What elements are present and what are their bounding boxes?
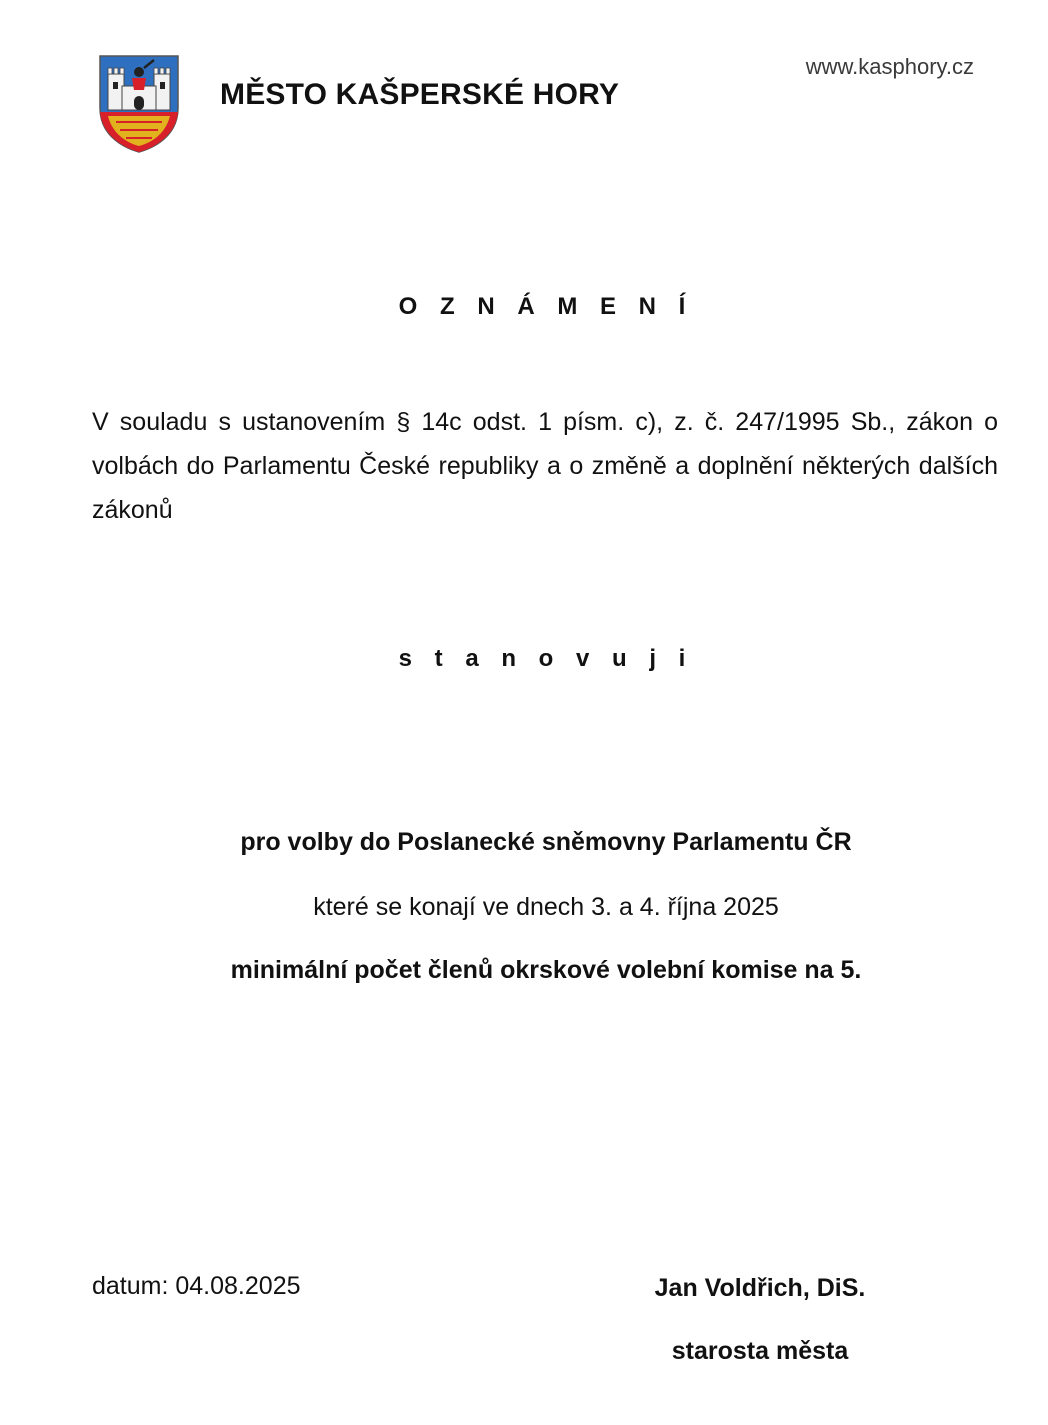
minimum-members-statement: minimální počet členů okrskové volební komise na 5. bbox=[230, 956, 862, 984]
town-name: MĚSTO KAŠPERSKÉ HORY bbox=[220, 78, 620, 111]
town-coat-of-arms-icon bbox=[96, 52, 182, 154]
election-dates: které se konají ve dnech 3. a 4. října 2025 bbox=[313, 893, 779, 921]
election-name: pro volby do Poslanecké sněmovny Parlamentu ČR bbox=[240, 828, 852, 856]
signatory-name: Jan Voldřich, DiS. bbox=[654, 1274, 866, 1302]
document-date: datum: 04.08.2025 bbox=[92, 1272, 301, 1300]
website-url: www.kasphory.cz bbox=[805, 54, 974, 79]
legal-basis-paragraph: V souladu s ustanovením § 14c odst. 1 písm. c), z. č. 247/1995 Sb., zákon o volbách do Parlamentu České republiky a o změně a doplnění některých dalších zákonů bbox=[92, 408, 998, 524]
document-heading: O Z N Á M E N Í bbox=[398, 293, 694, 320]
decision-verb: s t a n o v u j i bbox=[398, 645, 694, 672]
signatory-role: starosta města bbox=[671, 1337, 849, 1365]
